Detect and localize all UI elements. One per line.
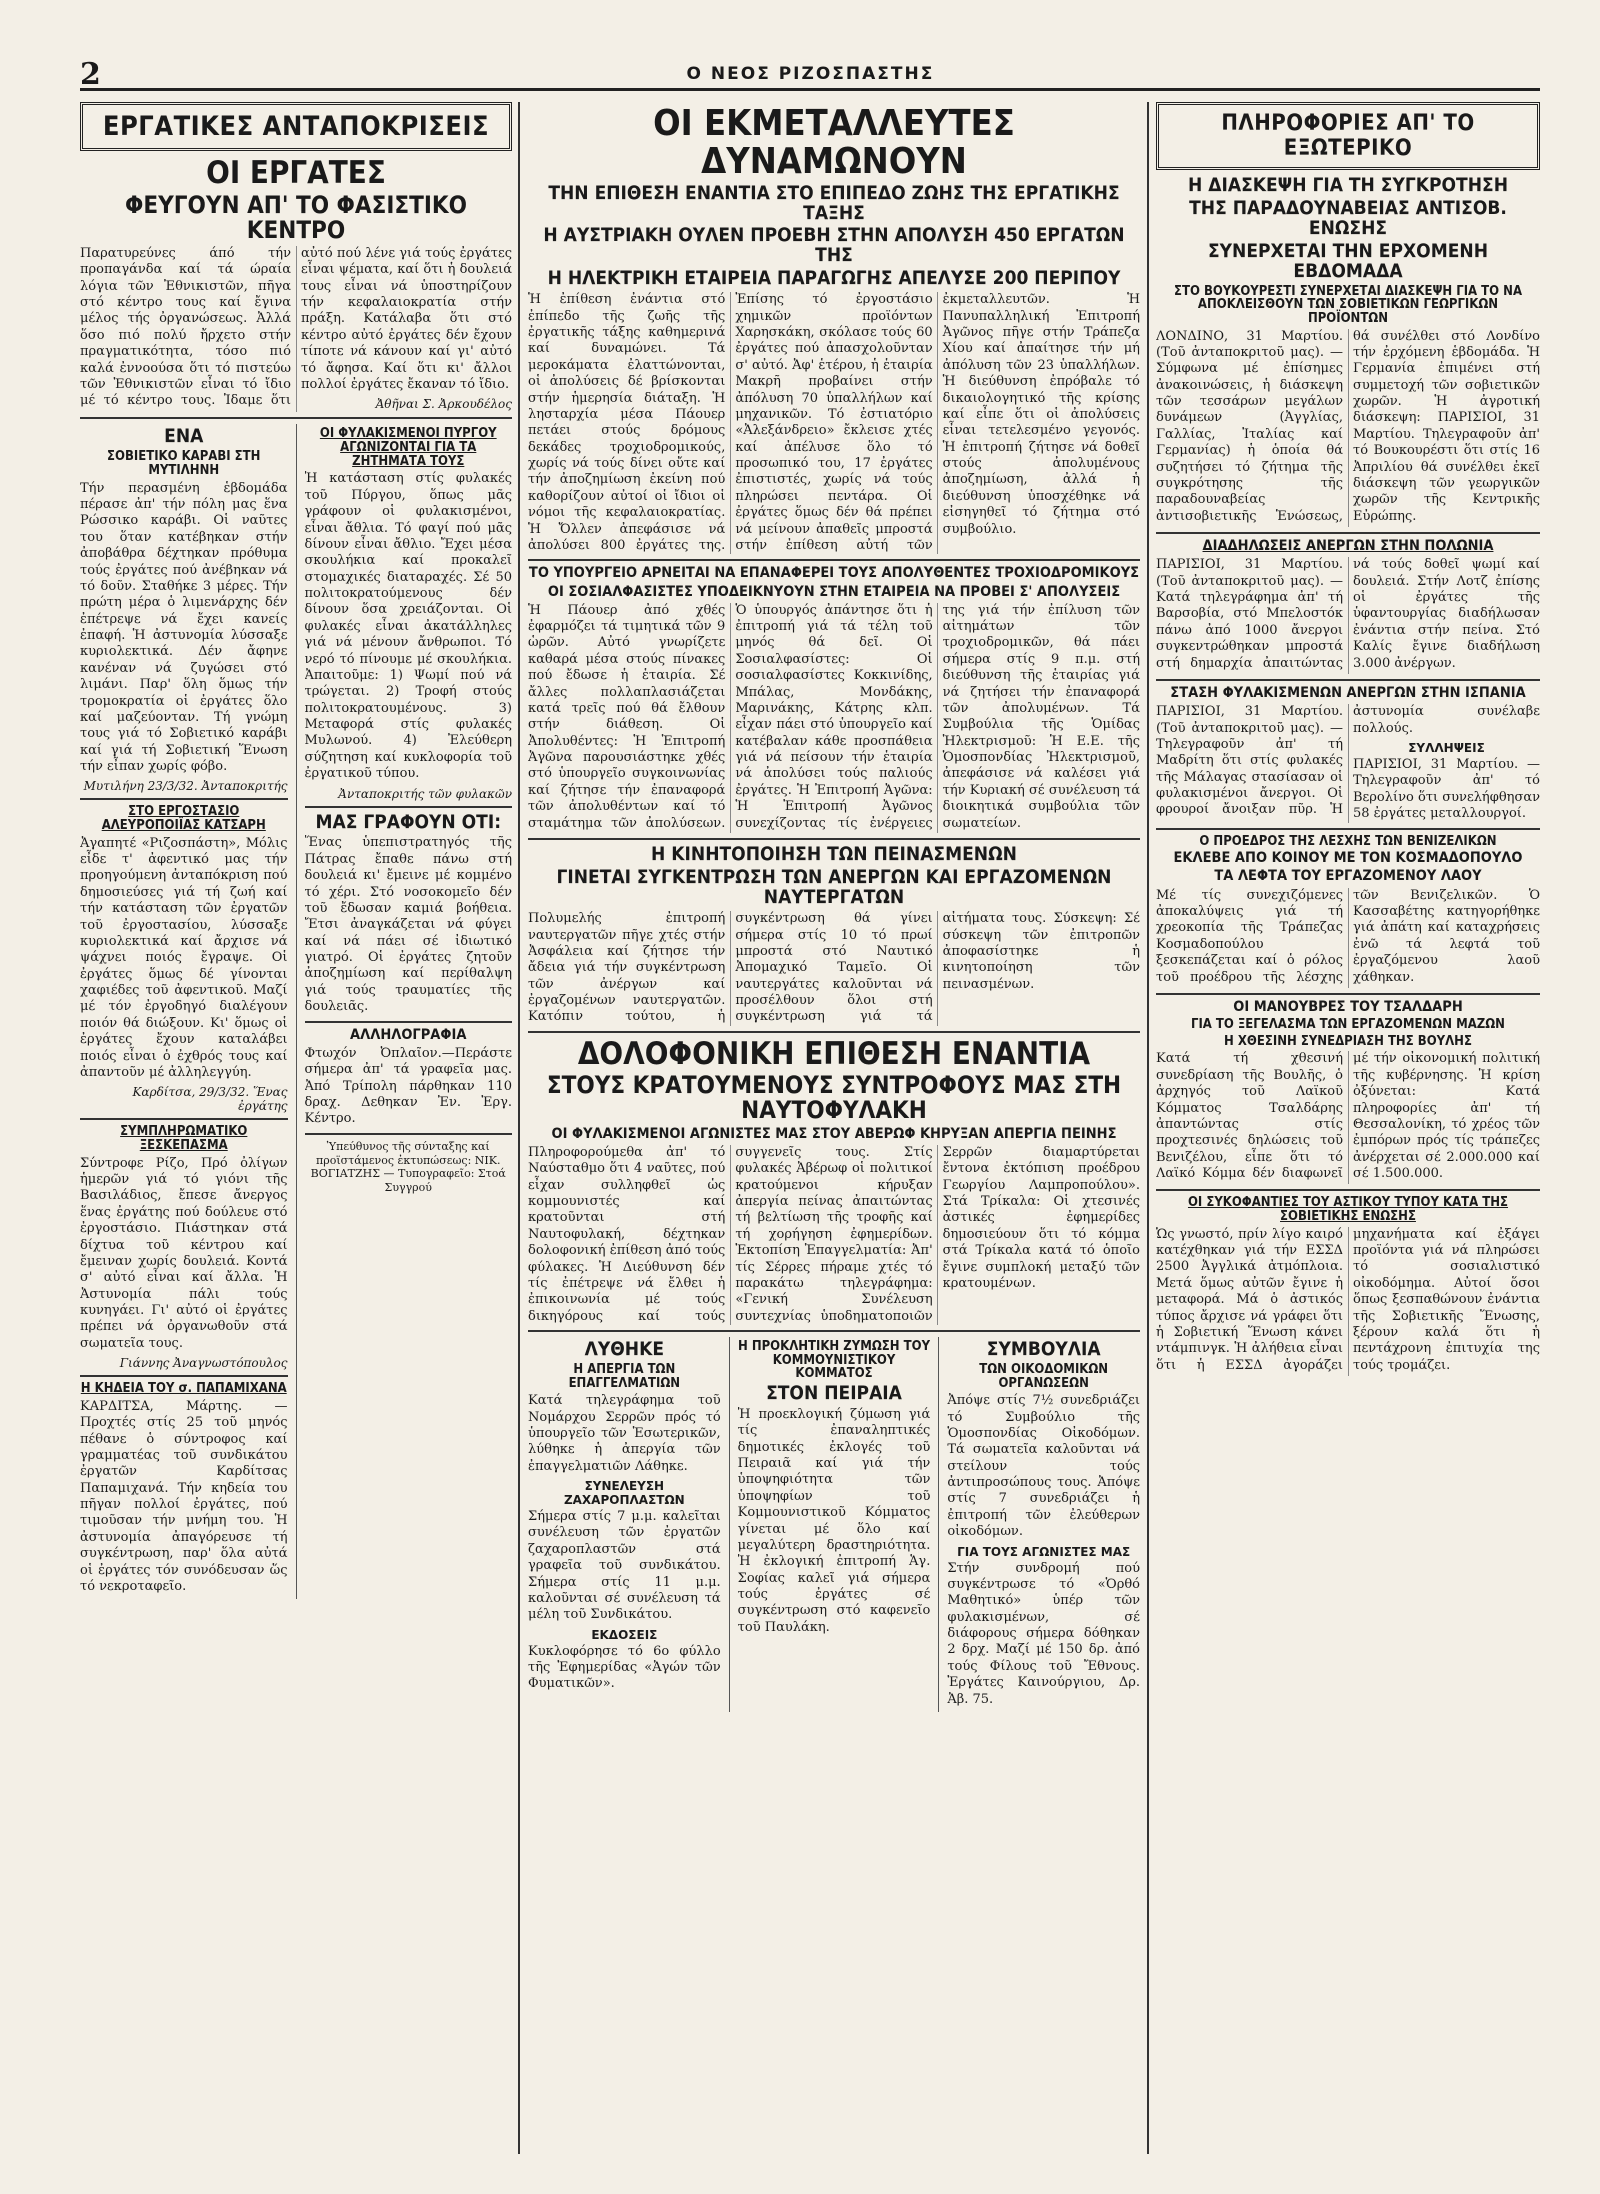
article-title: ΣΥΜΠΛΗΡΩΜΑΤΙΚΟ ΞΕΣΚΕΠΑΣΜΑ xyxy=(120,1124,248,1153)
article-subtitle: ΤΩΝ ΟΙΚΟΔΟΜΙΚΩΝ ΟΡΓΑΝΩΣΕΩΝ xyxy=(979,1361,1109,1391)
article-signature: Ἀθῆναι Σ. Ἀρκουδέλος xyxy=(375,397,512,412)
article-subtitle: ΟΙ ΣΟΣΙΑΛΦΑΣΙΣΤΕΣ ΥΠΟΔΕΙΚΝΥΟΥΝ ΣΤΗΝ ΕΤΑΙΡΕΙΑ ΝΑ ΠΡΟΒΕΙ Σ' ΑΠΟΛΥΣΕΙΣ xyxy=(547,583,1121,600)
article-body: Μέ τίς συνεχιζόμενες ἀποκαλύψεις γιά τή χρεοκοπία τῆς Τράπεζας Κοσμαδοπούλου ξεσκεπάζεται καί ὁ ρόλος τοῦ προέδρου τῆς λέσχης τῶν Βενιζελικῶν. Ὁ Κασσαβέτης κατηγορήθηκε γιά ἀπάτη καί καταχρήσεις ἐνῶ τά λεφτά τοῦ ἐργαζόμενου λαοῦ χάθηκαν. xyxy=(1156,887,1540,985)
article-subtitle: ΣΟΒΙΕΤΙΚΟ ΚΑΡΑΒΙ ΣΤΗ ΜΥΤΙΛΗΝΗ xyxy=(107,449,261,479)
article-exploiters xyxy=(528,105,1140,554)
article-subtitle: ΤΑ ΛΕΦΤΑ ΤΟΥ ΕΡΓΑΖΟΜΕΝΟΥ ΛΑΟΥ xyxy=(1214,868,1482,885)
subsection-title: ΣΥΝΕΛΕΥΣΗ ΖΑΧΑΡΟΠΛΑΣΤΩΝ xyxy=(563,1479,685,1508)
article-body: ΠΑΡΙΣΙΟΙ, 31 Μαρτίου. — Τηλεγραφοῦν ἀπ' τό Βερολίνο ὅτι συνελήφθησαν 58 ἐργάτες μεταλλουργοί. xyxy=(1353,756,1540,822)
article-body: Παρατυρεύνες άπό τήν προπαγάνδα καί τά ώραία λόγια τῶν Ἐθνικιστῶν, πῆγα στό κέντρο τους καί ἔγινα μέλος τής ὀργανώσεως. Ἀλλά ὅσο πιό πολύ ἤρχετο στήν πραγματικότητα, τόσο πιό καλά ἐννοούσα ὅτι τό πιστεύω τῶν Ἐθνικιστῶν εἶναι τό ἴδιο μέ τό κέντρο τους. Ἰδαμε ὅτι αὐτό πού λένε γιά τούς ἐργάτες εἶναι ψέματα, καί ὅτι ἡ δουλειά τους εἶναι νά ὑποστηρίζουν τήν κεφαλαιοκρατία στήν πράξη. Κατάλαβα ὅτι στό κέντρο αὐτό ἐργάτες δέν ἔχουν τίποτε νά κάνουν καί γι' αὐτό τό ἄφησα. Καί ὅτι κι' ἄλλοι πολλοί ἐργάτες ἔκαναν τό ἴδιο. xyxy=(80,245,512,409)
article-body: Ἀπόψε στίς 7½ συνεδριάζει τό Συμβούλιο τῆς Ὁμοσπονδίας Οἰκοδόμων. Τά σωματεῖα καλοῦνται νά στείλουν τούς ἀντιπροσώπους τους. Ἀπόψε στίς 7 συνεδριάζει ἡ ἐπιτροπή τῶν ἐλεύθερων οἰκοδόμων. xyxy=(947,1393,1140,1540)
article-spain xyxy=(1156,686,1540,823)
article-body: Κατά τηλεγράφημα τοῦ Νομάρχου Σερρῶν πρός τό ὑπουργεῖο τῶν Ἐσωτερικῶν, λύθηκε ἡ ἀπεργία τῶν ἐπαγγελματιῶν Λάθηκε. xyxy=(528,1393,721,1474)
article-subtitle: ΤΗΣ ΠΑΡΑΔΟΥΝΑΒΕΙΑΣ ΑΝΤΙΣΟΒ. ΕΝΩΣΗΣ xyxy=(1189,196,1507,239)
center-column xyxy=(528,102,1140,2154)
article-venizelos-club xyxy=(1156,835,1540,988)
article-tram xyxy=(528,566,1140,833)
article-body: Κατά τή χθεσινή συνεδρίαση τῆς Βουλῆς, ὁ ἀρχηγός τοῦ Λαϊκοῦ Κόμματος Τσαλδάρης ἀπαντώντας στίς προχτεσινές δηλώσεις τοῦ Βενιζέλου, εἶπε ὅτι τό Λαϊκό Κόμμα δέν διαφωνεῖ μέ τήν οἰκονομική πολιτική τῆς κυβέρνησης. Ἡ κρίση ὀξύνεται: Κατά πληροφορίες ἀπ' τή Θεσσαλονίκη, τό χρέος τῶν ἐμπόρων πρός τίς τράπεζες ἀνέρχεται σέ 2.000.000 καί σέ 1.500.000. xyxy=(1156,1051,1540,1182)
article-title: Η ΠΡΟΚΛΗΤΙΚΗ ΖΥΜΩΣΗ ΤΟΥ ΚΟΜΜΟΥΝΙΣΤΙΚΟΥ ΚΟΜΜΑΤΟΣ xyxy=(737,1339,931,1382)
article-pyrgos-prisoners xyxy=(305,424,513,1599)
article-signature: Μυτιλήνη 23/3/32. Ἀνταποκριτής xyxy=(83,779,288,794)
article-title: Η ΚΗΔΕΙΑ ΤΟΥ σ. ΠΑΠΑΜΙΧΑΝΑ xyxy=(80,1381,287,1397)
article-title: ΣΥΜΒΟΥΛΙΑ xyxy=(986,1338,1101,1361)
column-rule-right xyxy=(1147,102,1149,2154)
article-subtitle: ΣΤΟΥΣ ΚΡΑΤΟΥΜΕΝΟΥΣ ΣΥΝΤΡΟΦΟΥΣ ΜΑΣ ΣΤΗ ΝΑΥΤΟΦΥΛΑΚΗ xyxy=(546,1071,1122,1125)
article-body: Ὡς γνωστό, πρίν λίγο καιρό κατέχθηκαν γιά τήν ΕΣΣΔ 2500 Ἀγγλικά ἀτμόπλοια. Μετά ὅμως αὐτῶν ἔγινε ἡ μεταφορά. Μά ὁ ἀστικός τύπος ἄρχισε νά γράφει ὅτι ἡ Σοβιετική Ἕνωση κάνει ντάμπινγκ. Ἡ ἀλήθεια εἶναι ὅτι ἡ ΕΣΣΔ ἀγοράζει μηχανήματα καί ἐξάγει προϊόντα γιά νά πληρώσει τό σοσιαλιστικό οἰκοδόμημα. Αὐτοί ὅσοι ὅπως ξεσπαθώνουν ἐνάντια τῆς Σοβιετικῆς Ἕνωσης, ξέρουν καλά ὅτι ἡ πεντάχρονη ἐπιτυχία της τούς τρομάζει. xyxy=(1156,1226,1540,1373)
headline-deck: ΤΗΝ ΕΠΙΘΕΣΗ ΕΝΑΝΤΙΑ ΣΤΟ ΕΠΙΠΕΔΟ ΖΩΗΣ ΤΗΣ ΕΡΓΑΤΙΚΗΣ ΤΑΞΗΣ xyxy=(548,181,1120,224)
subsection-title: ΕΚΔΟΣΕΙΣ xyxy=(591,1627,658,1642)
column-rule-left xyxy=(518,102,520,2154)
article-prison-attack xyxy=(528,1035,1140,1325)
article-poland xyxy=(1156,539,1540,674)
article-title: ΛΥΘΗΚΕ xyxy=(584,1338,665,1361)
article-soviet-ship xyxy=(80,424,288,1599)
article-title: Η ΚΙΝΗΤΟΠΟΙΗΣΗ ΤΩΝ ΠΕΙΝΑΣΜΕΝΩΝ xyxy=(651,843,1017,866)
article-strike xyxy=(528,1337,721,1712)
article-title: ΟΙ ΦΥΛΑΚΙΣΜΕΝΟΙ ΠΥΡΓΟΥ ΑΓΩΝΙΖΟΝΤΑΙ ΓΙΑ ΤΑ ΖΗΤΗΜΑΤΑ ΤΟΥΣ xyxy=(319,426,497,469)
article-subtitle: ΟΙ ΦΥΛΑΚΙΣΜΕΝΟΙ ΑΓΩΝΙΣΤΕΣ ΜΑΣ ΣΤΟΥ ΑΒΕΡΩΦ ΚΗΡΥΞΑΝ ΑΠΕΡΓΙΑ ΠΕΙΝΗΣ xyxy=(551,1125,1117,1142)
article-subtitle: ΣΤΟ ΒΟΥΚΟΥΡΕΣΤΙ ΣΥΝΕΡΧΕΤΑΙ ΔΙΑΣΚΕΨΗ ΓΙΑ ΤΟ ΝΑ ΑΠΟΚΛΕΙΣΘΟΥΝ ΤΩΝ ΣΟΒΙΕΤΙΚΩΝ ΓΕΩΡΓΙΚΩΝ ΠΡΟΪΟΝΤΩΝ xyxy=(1173,283,1523,326)
article-body: ΚΑΡΔΙΤΣΑ, Μάρτης. — Προχτές στίς 25 τοῦ μηνός πέθανε ὁ σύντροφος καί γραμματέας τοῦ συνδικάτου ἐργατῶν Καρδίτσας Παπαμιχανά. Τήν κηδεία του πῆγαν πολλοί ἐργάτες, πού τιμοῦσαν τήν μνήμη του. Ἡ ἀστυνομία ἀπαγόρευσε τή συγκέντρωση, παρ' ὅλα αὐτά οἱ ἐργάτες τόν συνόδευσαν ὥς τό νεκροταφεῖο. xyxy=(80,1398,288,1594)
article-title: ΜΑΣ ΓΡΑΦΟΥΝ ΟΤΙ: xyxy=(315,810,502,833)
article-title: ΣΤΟ ΕΡΓΟΣΤΑΣΙΟ ΑΛΕΥΡΟΠΟΙΪΑΣ ΚΑΤΣΑΡΗ xyxy=(101,804,266,834)
article-body: ΠΑΡΙΣΙΟΙ, 31 Μαρτίου. (Τοῦ ἀνταποκριτοῦ μας). — Τηλεγραφοῦν ἀπ' τή Μαδρίτη ὅτι στίς φυλακές τῆς Μάλαγας στασίασαν οἱ φυλακισμένοι ἄνεργοι. Οἱ φρουροί ἄνοιξαν πῦρ. Ἡ ἀστυνομία συνέλαβε πολλούς. xyxy=(1156,704,1540,818)
article-subtitle: ΦΕΥΓΟΥΝ ΑΠ' ΤΟ ΦΑΣΙΣΤΙΚΟ ΚΕΝΤΡΟ xyxy=(125,190,467,244)
article-body: Σήμερα στίς 7 μ.μ. καλεῖται συνέλευση τῶν ἐργατῶν ζαχαροπλαστῶν στά γραφεῖα τοῦ συνδικάτου. Σήμερα στίς 11 μ.μ. καλοῦνται σέ συνέλευση τά μέλη τοῦ Συνδικάτου. xyxy=(528,1509,721,1623)
article-construction-councils xyxy=(947,1337,1140,1712)
article-sycophants xyxy=(1156,1196,1540,1376)
article-title: Ο ΠΡΟΕΔΡΟΣ ΤΗΣ ΛΕΣΧΗΣ ΤΩΝ ΒΕΝΙΖΕΛΙΚΩΝ xyxy=(1199,833,1497,849)
masthead xyxy=(80,56,1540,92)
article-title: ΣΤΑΣΗ ΦΥΛΑΚΙΣΜΕΝΩΝ ΑΝΕΡΓΩΝ ΣΤΗΝ ΙΣΠΑΝΙΑ xyxy=(1170,684,1526,701)
headline-deck: Η ΑΥΣΤΡΙΑΚΗ ΟΥΛΕΝ ΠΡΟΕΒΗ ΣΤΗΝ ΑΠΟΛΥΣΗ 450 ΕΡΓΑΤΩΝ ΤΗΣ xyxy=(543,224,1125,267)
article-title: ΑΛΛΗΛΟΓΡΑΦΙΑ xyxy=(350,1026,467,1043)
article-title: ΔΙΑΔΗΛΩΣΕΙΣ ΑΝΕΡΓΩΝ ΣΤΗΝ ΠΟΛΩΝΙΑ xyxy=(1202,538,1494,555)
article-subtitle: ΣΥΝΕΡΧΕΤΑΙ ΤΗΝ ΕΡΧΟΜΕΝΗ ΕΒΔΟΜΑΔΑ xyxy=(1207,239,1489,282)
article-subtitle: Η ΑΠΕΡΓΙΑ ΤΩΝ ΕΠΑΓΓΕΛΜΑΤΙΩΝ xyxy=(568,1361,681,1391)
article-body: Τήν περασμένη ἑβδομάδα πέρασε ἀπ' τήν πόλη μας ἕνα Ρώσσικο καράβι. Οἱ ναῦτες του ὅταν κατέβηκαν στήν ἀποβάθρα δέχτηκαν πρόθυμα τούς ἐργάτες πού ἀνέβηκαν νά τό δοῦν. Σταθήκε 3 μέρες. Τήν πρώτη μέρα ὁ λιμενάρχης δέν ἐπέτρεψε νά ἔχει κανείς ἐπαφή. Ἡ ἀστυνομία λύσσαξε κυριολεκτικά. Δέν ἄφηνε κανέναν νά ζυγώσει στό λιμάνι. Παρ' ὅλη ὅμως τήν τρομοκρατία οἱ ἐργάτες ὅλο καί μαζεύονταν. Τή γνώμη τους γιά τό Σοβιετικό καράβι καί γιά τή Σοβιετική Ἕνωση τήν εἶπαν χωρίς φόβο. xyxy=(80,480,288,775)
subsection-title: ΣΥΛΛΗΨΕΙΣ xyxy=(1408,740,1485,755)
left-column xyxy=(80,102,512,2154)
article-signature: Καρδίτσα, 29/3/32. Ἕνας ἐργάτης xyxy=(132,1085,288,1114)
main-headline: ΟΙ ΕΚΜΕΤΑΛΛΕΥΤΕΣ ΔΥΝΑΜΩΝΟΥΝ xyxy=(653,103,1015,182)
page-number: 2 xyxy=(80,56,101,92)
article-hunger-march xyxy=(528,845,1140,1025)
article-body: Πληροφορούμεθα ἀπ' τό Ναύσταθμο ὅτι 4 ναῦτες, πού εἶχαν συλληφθεῖ ὡς κομμουνιστές καί κρατοῦνται στή Ναυτοφυλακή, δέχτηκαν δολοφονική ἐπίθεση ἀπό τούς φύλακες. Ἡ Διεύθυνση δέν τίς ἐπέτρεψε νά ἔλθει ἡ ἐπικοινωνία μέ τούς δικηγόρους καί τούς συγγενεῖς τους. Στίς φυλακές Ἀβέρωφ οἱ πολιτικοί κρατούμενοι κήρυξαν ἀπεργία πείνας ἀπαιτώντας τή βελτίωση τῆς τροφῆς καί τή χορήγηση ἐφημερίδων. Ἐκτοπίση Ἐπαγγελματία: Ἀπ' τίς Σέρρες πήραμε χτές τό παρακάτω τηλεγράφημα: «Γενική Συνέλευση συντεχνίας ὑποδηματοποιῶν Σερρῶν διαμαρτύρεται ἔντονα ἐκτόπιση προέδρου Γεωργίου Λαμπροπούλου». Στά Τρίκαλα: Οἱ χτεσινές ἀστικές ἐφημερίδες δημοσιεύουν ὅτι τό κόμμα στά Τρίκαλα κατά τό ὁποῖο ἔγινε συμπλοκή μεταξύ τῶν κρατουμένων. xyxy=(528,1144,1140,1324)
workers-correspondence-header: ΕΡΓΑΤΙΚΕΣ ΑΝΤΑΠΟΚΡΙΣΕΙΣ xyxy=(80,102,512,151)
subsection-title: ΓΙΑ ΤΟΥΣ ΑΓΩΝΙΣΤΕΣ ΜΑΣ xyxy=(957,1544,1131,1559)
foreign-news-header: ΠΛΗΡΟΦΟΡΙΕΣ ΑΠ' ΤΟ ΕΞΩΤΕΡΙΚΟ xyxy=(1156,102,1540,170)
article-body: Ἡ ἐπίθεση ἐνάντια στό ἐπίπεδο τῆς ζωῆς τῆς ἐργατικῆς τάξης καθημερινά καί δυναμώνει. Τά μεροκάματα ἐλαττώνονται, οἱ ἀπολύσεις δέ βρίσκονται στήν ἡμερησία διάταξη. Ἡ λησταρχία μέσα Πάουερ πετάει στούς δρόμους δεκάδες τροχιοδρομικούς, χωρίς νά τούς δίνει οὔτε καί τήν ἀποζημίωση ἐκείνη πού καθορίζουν αὐτοί οἱ ἴδιοι οἱ νόμοι τῆς κεφαλαιοκρατίας. Ἡ Ὄλλεν ἀπεφάσισε νά ἀπολύσει 800 ἐργάτες της. Ἐπίσης τό ἐργοστάσιο χημικῶν προϊόντων Χαρησκάκη, σκόλασε τούς 60 ἐργάτες πού ἀπασχολοῦνταν σ' αὐτό. Ἀφ' ἑτέρου, ἡ ἑταιρία Μακρῆ προβαίνει στήν ἀπόλυση 70 ὑπαλλήλων καί μηχανικῶν. Τό ἐστιατόριο «Ἀλεξάνδρειο» ἔκλεισε χτές καί ἀπέλυσε ὅλο τό προσωπικό του, 17 ἐργάτες ἐπιστιστές, χωρίς νά τούς πληρώσει πεντάρα. Οἱ ἐργάτες ὅμως δέν θά πρέπει νά μείνουν ἀπαθεῖς μπροστά στήν ἐπίθεση αὐτή τῶν ἐκμεταλλευτῶν. Ἡ Πανυπαλληλική Ἐπιτροπή Ἀγῶνος πῆγε στήν Τράπεζα Χίου καί ἀπαίτησε τήν μή ἀπόλυση τῶν 23 ὑπαλλήλων. Ἡ διεύθυνση ἐπρόβαλε τό δικαιολογητικό τῆς κρίσης καί εἶπε ὅτι οἱ ἀπολύσεις εἶναι τετελεσμένο γεγονός. Ἡ ἐπιτροπή ζήτησε νά δοθεῖ στούς ἀπολυμένους ἀποζημίωση, ἀλλά ἡ διεύθυνση ὑποσχέθηκε νά εἰσηγηθεῖ τό ζήτημα στό συμβούλιο. xyxy=(528,292,1140,553)
article-subtitle: Η ΧΘΕΣΙΝΗ ΣΥΝΕΔΡΙΑΣΗ ΤΗΣ ΒΟΥΛΗΣ xyxy=(1224,1033,1472,1049)
article-title: ΕΝΑ xyxy=(164,425,204,448)
headline-deck: Η ΗΛΕΚΤΡΙΚΗ ΕΤΑΙΡΕΙΑ ΠΑΡΑΓΩΓΗΣ ΑΠΕΛΥΣΕ 200 ΠΕΡΙΠΟΥ xyxy=(547,267,1121,290)
article-body: Ἡ προεκλογική ζύμωση γιά τίς ἐπαναληπτικές δημοτικές ἐκλογές τοῦ Πειραιᾶ καί γιά τήν ὑποψηφιότητα τῶν ὑποψηφίων τοῦ Κομμουνιστικοῦ Κόμματος γίνεται μέ ὅλο καί μεγαλύτερη δραστηριότητα. Ἡ ἐκλογική ἐπιτροπή Ἁγ. Σοφίας καλεῖ γιά σήμερα τούς ἐργάτες σέ συγκέντρωση στό καφενεῖο τοῦ Παυλάκη. xyxy=(737,1406,931,1635)
article-body: Πολυμελής ἐπιτροπή ναυτεργατῶν πῆγε χτές στήν Ἀσφάλεια καί ζήτησε τήν ἄδεια γιά τήν συγκέντρωση τῶν ἀνέργων καί ἐργαζομένων ναυτεργατῶν. Κατόπιν τούτου, ἡ συγκέντρωση θά γίνει σήμερα στίς 10 τό πρωί μπροστά στό Ναυτικό Ἀπομαχικό Ταμεῖο. Οἱ ναυτεργάτες καλοῦνται νά προσέλθουν ὅλοι στή συγκέντρωση γιά τά αἰτήματα τους. Σύσκεψη: Σέ σύσκεψη τῶν ἐπιτροπῶν ἀποφασίστηκε ἡ κινητοποίηση τῶν πεινασμένων. xyxy=(528,911,1140,1025)
article-subtitle: ΣΤΟΝ ΠΕΙΡΑΙΑ xyxy=(766,1381,902,1404)
article-body: Ἡ κατάσταση στίς φυλακές τοῦ Πύργου, ὅπως μᾶς γράφουν οἱ φυλακισμένοι, εἶναι ἄθλια. Τό φαγί πού μᾶς δίνουν εἶναι ἄθλιο. Ἔχει μέσα σκουλήκια καί προκαλεῖ στομαχικές διαταραχές. Σέ 50 πολιτοκρατούμενους δέν δίνουν ὅσα χρειάζονται. Οἱ φυλακές εἶναι ἀκατάλληλες γιά νά μένουν ἄνθρωποι. Τό νερό τό πίνουμε μέ σκουλήκια. Ἀπαιτοῦμε: 1) Ψωμί πού νά τρώγεται. 2) Τροφή στούς πολιτοκρατουμένους. 3) Μεταφορά στίς φυλακές Μυλωνού. 4) Ἐλεύθερη σύζητηση καί κυκλοφορία τοῦ ἐργατικοῦ τύπου. xyxy=(304,471,512,782)
article-body: Σύντροφε Ρίζο, Πρό ὀλίγων ἡμερῶν γιά τό γιόνι τῆς Βασιλάδιος, ἔπεσε ἄνεργος ἕνας ἐργάτης πού δούλευε στό ἐργοστάσιο. Πιάστηκαν στά δίχτυα τοῦ κέντρου καί ἔμειναν χωρίς δουλειά. Κοντά σ' αὐτό εἶναι καί ἄλλα. Ἡ Ἀστυνομία πάλι τούς κυνηγάει. Γι' αὐτό οἱ ἐργάτες πρέπει νά ὀργανωθοῦν στά σωματεῖα τους. xyxy=(80,1155,288,1351)
article-body: Ἡ Πάουερ ἀπό χθές ἐφαρμόζει τά τιμητικά τῶν 9 ὡρῶν. Αὐτό γνωρίζετε καθαρά μέσα στούς πίνακες πού ἔδωσε ἡ ἑταιρία. Σέ ἄλλες πολλαπλασιάζεται κατά τρεῖς πού θά ἔλθουν στήν διάθεση. Οἱ Ἀπολυθέντες: Ἡ Ἐπιτροπή Ἀγῶνα παρουσιάστηκε χθές στό ὑπουργεῖο συγκοινωνίας καί ζήτησε τήν ἐπαναφορά τῶν ἀπολυθέντων καί τό σταμάτημα τῶν ἀπολύσεων. Ὁ ὑπουργός ἀπάντησε ὅτι ἡ ἐπιτροπή γιά τά τέλη τοῦ μηνός θά δεῖ. Οἱ Σοσιαλφασίστες: Οἱ σοσιαλφασίστες Κοκκινίδης, Μπάλας, Μονδάκης, Μαρινάκης, Κάτρης κλπ. εἶχαν πάει στό ὑπουργεῖο καί κατέβαλαν κάθε προσπάθεια γιά νά πείσουν τήν ἑταιρία νά ἀπολύσει τούς παλιούς ἐργάτες. Ἡ Ἐπιτροπή Ἀγῶνα: Ἡ Ἐπιτροπή Ἀγῶνος συνεχίζοντας τίς ἐνέργειες της γιά τήν ἐπίλυση τῶν αἰτημάτων τῶν τροχιοδρομικῶν, θά πάει σήμερα στίς 9 π.μ. στή διεύθυνση τῆς ἑταιρίας γιά νά ζητήσει τήν ἐπαναφορά τῶν ἀπολυμένων. Τά Συμβούλια τῆς Ὁμίδας Ἠλεκτρισμοῦ: Ἡ Ε.Ε. τῆς Ὁμοσπονδίας Ἠλεκτρισμοῦ, ἀπεφάσισε νά καλέσει γιά τήν Κυριακή σέ συνέλευση τά διοικητικά συμβούλια τῶν σωματείων. xyxy=(528,602,1140,831)
article-body: Ἕνας ὑπεπιστρατηγός τῆς Πάτρας ἔπαθε πάνω στή δουλειά κι' ἔμεινε μέ κομμένο τό χέρι. Στό νοσοκομεῖο δέν τοῦ ἔδωσαν καμιά βοήθεια. Ἔτσι ἀναγκάζεται νά φύγει καί νά πάει σέ ἰδιωτικό γιατρό. Οἱ ἐργάτες ζητοῦν ἀποζημίωση καί περίθαλψη γιά τούς τραυματίες τῆς δουλειᾶς. xyxy=(304,835,512,1015)
article-body: Κυκλοφόρησε τό 6ο φύλλο τῆς Ἐφημερίδας «Ἀγών τῶν Φυματικῶν». xyxy=(528,1643,721,1692)
article-subtitle: ΓΙΝΕΤΑΙ ΣΥΓΚΕΝΤΡΩΣΗ ΤΩΝ ΑΝΕΡΓΩΝ ΚΑΙ ΕΡΓΑΖΟΜΕΝΩΝ ΝΑΥΤΕΡΓΑΤΩΝ xyxy=(556,866,1112,909)
article-title: Η ΔΙΑΣΚΕΨΗ ΓΙΑ ΤΗ ΣΥΓΚΡΟΤΗΣΗ xyxy=(1188,174,1508,196)
article-subtitle: ΕΚΛΕΒΕ ΑΠΟ ΚΟΙΝΟΥ ΜΕ ΤΟΝ ΚΟΣΜΑΔΟΠΟΥΛΟ xyxy=(1173,850,1523,867)
article-workers-leave xyxy=(80,157,512,412)
imprint: Ὑπεύθυνος τῆς σύνταξης καί προϊστάμενος ἐκτυπώσεως: ΝΙΚ. ΒΟΓΙΑΤΖΗΣ — Τυπογραφεῖο: Στοά Συγγρού xyxy=(310,1139,506,1195)
newspaper-name: Ο ΝΕΟΣ ΡΙΖΟΣΠΑΣΤΗΣ xyxy=(686,64,935,84)
article-piraeus xyxy=(738,1337,931,1712)
article-body: ΠΑΡΙΣΙΟΙ, 31 Μαρτίου. (Τοῦ ἀνταποκριτοῦ μας). — Κατά τηλεγράφημα ἀπ' τή Βαρσοβία, στό Μπελοστόκ πάνω ἀπό 1000 ἄνεργοι συγκεντρώθηκαν μπροστά στή δημαρχία ἀπαιτώντας νά τούς δοθεῖ ψωμί καί δουλειά. Στήν Λοτζ ἐπίσης οἱ ἐργάτες τῆς ὑφαντουργίας διαδήλωσαν ἐνάντια στήν πείνα. Στό Καλίς ἔγινε διαδήλωση 3.000 ἀνέργων. xyxy=(1156,557,1540,671)
article-title: ΟΙ ΕΡΓΑΤΕΣ xyxy=(206,155,386,191)
article-title: ΟΙ ΣΥΚΟΦΑΝΤΙΕΣ ΤΟΥ ΑΣΤΙΚΟΥ ΤΥΠΟΥ ΚΑΤΑ ΤΗΣ ΣΟΒΙΕΤΙΚΗΣ ΕΝΩΣΗΣ xyxy=(1187,1195,1509,1225)
right-column xyxy=(1156,102,1540,2154)
article-body: Ἀγαπητέ «Ριζοσπάστη», Μόλις εἶδε τ' ἀφεντικό μας τήν προηγούμενη ἀνταπόκριση πού δημοσιεύσες γιά τή ζωή καί τήν κατάσταση τῶν ἐργατῶν τοῦ ἐργοστασίου, λύσσαξε κυριολεκτικά καί ἄρχισε νά ψάχνει ποιός ἔγραψε. Οἱ ἐργάτες ὅμως δέ γίνονται χαφιέδες τοῦ ἀφεντικοῦ. Μαζί μέ τόν ἐργοδηγό διαλέγουν ποιόν θά διώξουν. Κι' ὅμως οἱ ἐργάτες ἔχουν καταλάβει ποιός εἶναι ὁ ἐχθρός τους καί ἀπαντοῦν μέ ἀλληλεγγύη. xyxy=(80,835,288,1080)
article-tsaldaris xyxy=(1156,1000,1540,1185)
article-body: Φτωχόν Ὀπλαῖον.—Περάστε σήμερα ἀπ' τά γραφεῖα μας. Ἀπό Τρίπολη πάρθηκαν 110 δραχ. Δεθηκαν Ἐν. Ἐργ. Κέντρο. xyxy=(304,1045,512,1127)
article-title: ΤΟ ΥΠΟΥΡΓΕΙΟ ΑΡΝΕΙΤΑΙ ΝΑ ΕΠΑΝΑΦΕΡΕΙ ΤΟΥΣ ΑΠΟΛΥΘΕΝΤΕΣ ΤΡΟΧΙΟΔΡΟΜΙΚΟΥΣ xyxy=(528,565,1140,582)
article-signature: Ἀνταποκριτής τῶν φυλακῶν xyxy=(338,786,512,801)
article-body: Στήν συνδρομή πού συγκέντρωσε τό «Ὁρθό Μαθητικό» ὑπέρ τῶν φυλακισμένων, σέ διάφορους σήμερα δόθηκαν 2 δρχ. Μαζί μέ 150 δρ. ἀπό τούς Φίλους τοῦ Ἔθνους. Ἐργάτες Καινούργιου, Δρ. Ἀβ. 75. xyxy=(947,1560,1140,1707)
article-body: ΛΟΝΔΙΝΟ, 31 Μαρτίου. (Τοῦ ἀνταποκριτοῦ μας). — Σύμφωνα μέ ἐπίσημες ἀνακοινώσεις, ἡ διάσκεψη τῶν τεσσάρων μεγάλων δυνάμεων (Ἀγγλίας, Γαλλίας, Ἰταλίας καί Γερμανίας) ἡ ὁποία θά συζητήσει τό ζήτημα τῆς συγκρότησης τῆς παραδουναβείας ἀντισοβιετικῆς Ἑνώσεως, θά συνέλθει στό Λονδίνο τήν ἐρχόμενη ἑβδομάδα. Ἡ Γερμανία ἐπιμένει στή συμμετοχή τῶν σοβιετικῶν χωρῶν. Ἡ ἀγροτική διάσκεψη: ΠΑΡΙΣΙΟΙ, 31 Μαρτίου. Τηλεγραφοῦν ἀπ' τό Βουκουρέστι ὅτι στίς 16 Ἀπριλίου θά συνέλθει ἐκεῖ διάσκεψη τῶν γεωργικῶν χωρῶν τῆς Κεντρικῆς Εὐρώπης. xyxy=(1156,328,1540,524)
article-title: ΟΙ ΜΑΝΟΥΒΡΕΣ ΤΟΥ ΤΣΑΛΔΑΡΗ xyxy=(1233,998,1463,1015)
article-subtitle: ΓΙΑ ΤΟ ΞΕΓΕΛΑΣΜΑ ΤΩΝ ΕΡΓΑΖΟΜΕΝΩΝ ΜΑΖΩΝ xyxy=(1191,1017,1505,1033)
article-danube-conference xyxy=(1156,176,1540,527)
article-title: ΔΟΛΟΦΟΝΙΚΗ ΕΠΙΘΕΣΗ ΕΝΑΝΤΙΑ xyxy=(577,1035,1091,1072)
article-signature: Γιάννης Ἀναγνωστόπουλος xyxy=(119,1356,288,1371)
